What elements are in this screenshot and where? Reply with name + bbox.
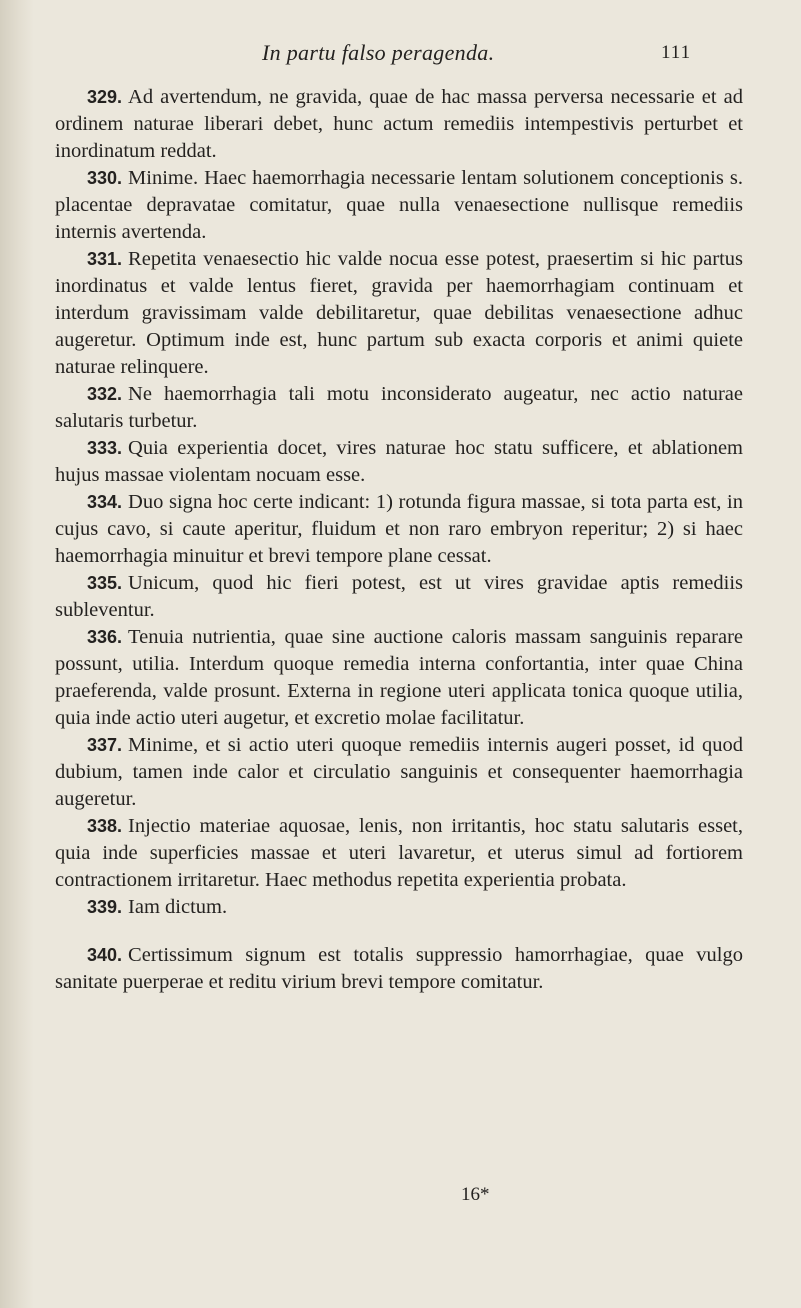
paragraph-number: 333.: [87, 438, 123, 458]
paragraph-text: Unicum, quod hic fieri potest, est ut vires gravidae aptis remediis subleventur.: [55, 572, 743, 621]
paragraph-text: Repetita venaesectio hic valde nocua esse potest, praesertim si hic partus inordinatus et valde lentus fieret, gravida per haemorrhagiam continuam et interdum gravissimam valde debilitaretur, quae debilitas venaesectione adhuc augeretur. Optimum inde est, hunc partum sub exacta corporis et animi quiete naturae relinquere.: [55, 248, 743, 378]
page-number: 111: [661, 42, 692, 63]
running-title: In partu falso peragenda.: [262, 40, 495, 65]
paragraph-number: 340.: [87, 945, 123, 965]
paragraph-number: 335.: [87, 573, 123, 593]
paragraph-336: [55, 624, 743, 732]
paragraph-339: [55, 894, 743, 921]
paragraph-number: 338.: [87, 816, 123, 836]
paragraph-text: Certissimum signum est totalis suppressio hamorrhagiae, quae vulgo sanitate puerperae et reditu virium brevi tempore comitatur.: [55, 944, 743, 993]
paragraph-331: [55, 246, 743, 381]
paragraph-number: 330.: [87, 168, 123, 188]
paragraph-330: [55, 165, 743, 246]
paragraph-334: [55, 489, 743, 570]
paragraph-text: Iam dictum.: [128, 896, 228, 918]
paragraph-number: 336.: [87, 627, 123, 647]
paragraph-335: [55, 570, 743, 624]
paragraph-number: 334.: [87, 492, 123, 512]
paragraph-number: 329.: [87, 87, 123, 107]
paragraph-329: [55, 84, 743, 165]
paragraph-number: 331.: [87, 249, 123, 269]
paragraph-text: Ad avertendum, ne gravida, quae de hac massa perversa necessarie et ad ordinem naturae liberari debet, hunc actum remediis intempestivis perturbet et inordinatum reddat.: [55, 86, 743, 162]
paragraph-text: Injectio materiae aquosae, lenis, non irritantis, hoc statu salutaris esset, quia inde superficies massae et uteri lavaretur, et uterus simul ad fortiorem contractionem irritaretur. Haec methodus repetita experientia probata.: [55, 815, 743, 891]
paragraph-number: 332.: [87, 384, 123, 404]
paragraph-text: Duo signa hoc certe indicant: 1) rotunda figura massae, si tota parta est, in cujus cavo, si caute aperitur, fluidum et non raro embryon reperitur; 2) si haec haemorrhagia minuitur et brevi tempore plane cessat.: [55, 491, 743, 567]
page-header: [0, 40, 801, 80]
paragraph-number: 337.: [87, 735, 123, 755]
page-edge-shadow: [0, 0, 34, 1308]
paragraph-text: Quia experientia docet, vires naturae hoc statu sufficere, et ablationem hujus massae violentam nocuam esse.: [55, 437, 743, 486]
paragraph-number: 339.: [87, 897, 123, 917]
paragraph-text: Tenuia nutrientia, quae sine auctione caloris massam sanguinis reparare possunt, utilia. Interdum quoque remedia interna confortantia, inter quae China praeferenda, valde prosunt. Externa in regione uteri applicata tonica quoque utilia, quia inde actio uteri augetur, et excretio molae facilitatur.: [55, 626, 743, 729]
signature-mark: 16*: [461, 1184, 490, 1205]
paragraph-text: Minime, et si actio uteri quoque remediis internis augeri posset, id quod dubium, tamen inde calor et circulatio sanguinis et consequenter haemorrhagia augeretur.: [55, 734, 743, 810]
paragraph-338: [55, 813, 743, 894]
paragraph-text: Ne haemorrhagia tali motu inconsiderato augeatur, nec actio naturae salutaris turbetur.: [55, 383, 743, 432]
paragraph-text: Minime. Haec haemorrhagia necessarie lentam solutionem conceptionis s. placentae depravatae comitatur, quae nulla venaesectione nullisque remediis internis avertenda.: [55, 167, 743, 243]
paragraph-337: [55, 732, 743, 813]
paragraph-333: [55, 435, 743, 489]
paragraph-340: [55, 942, 743, 996]
paragraph-332: [55, 381, 743, 435]
page-body: [55, 84, 743, 996]
